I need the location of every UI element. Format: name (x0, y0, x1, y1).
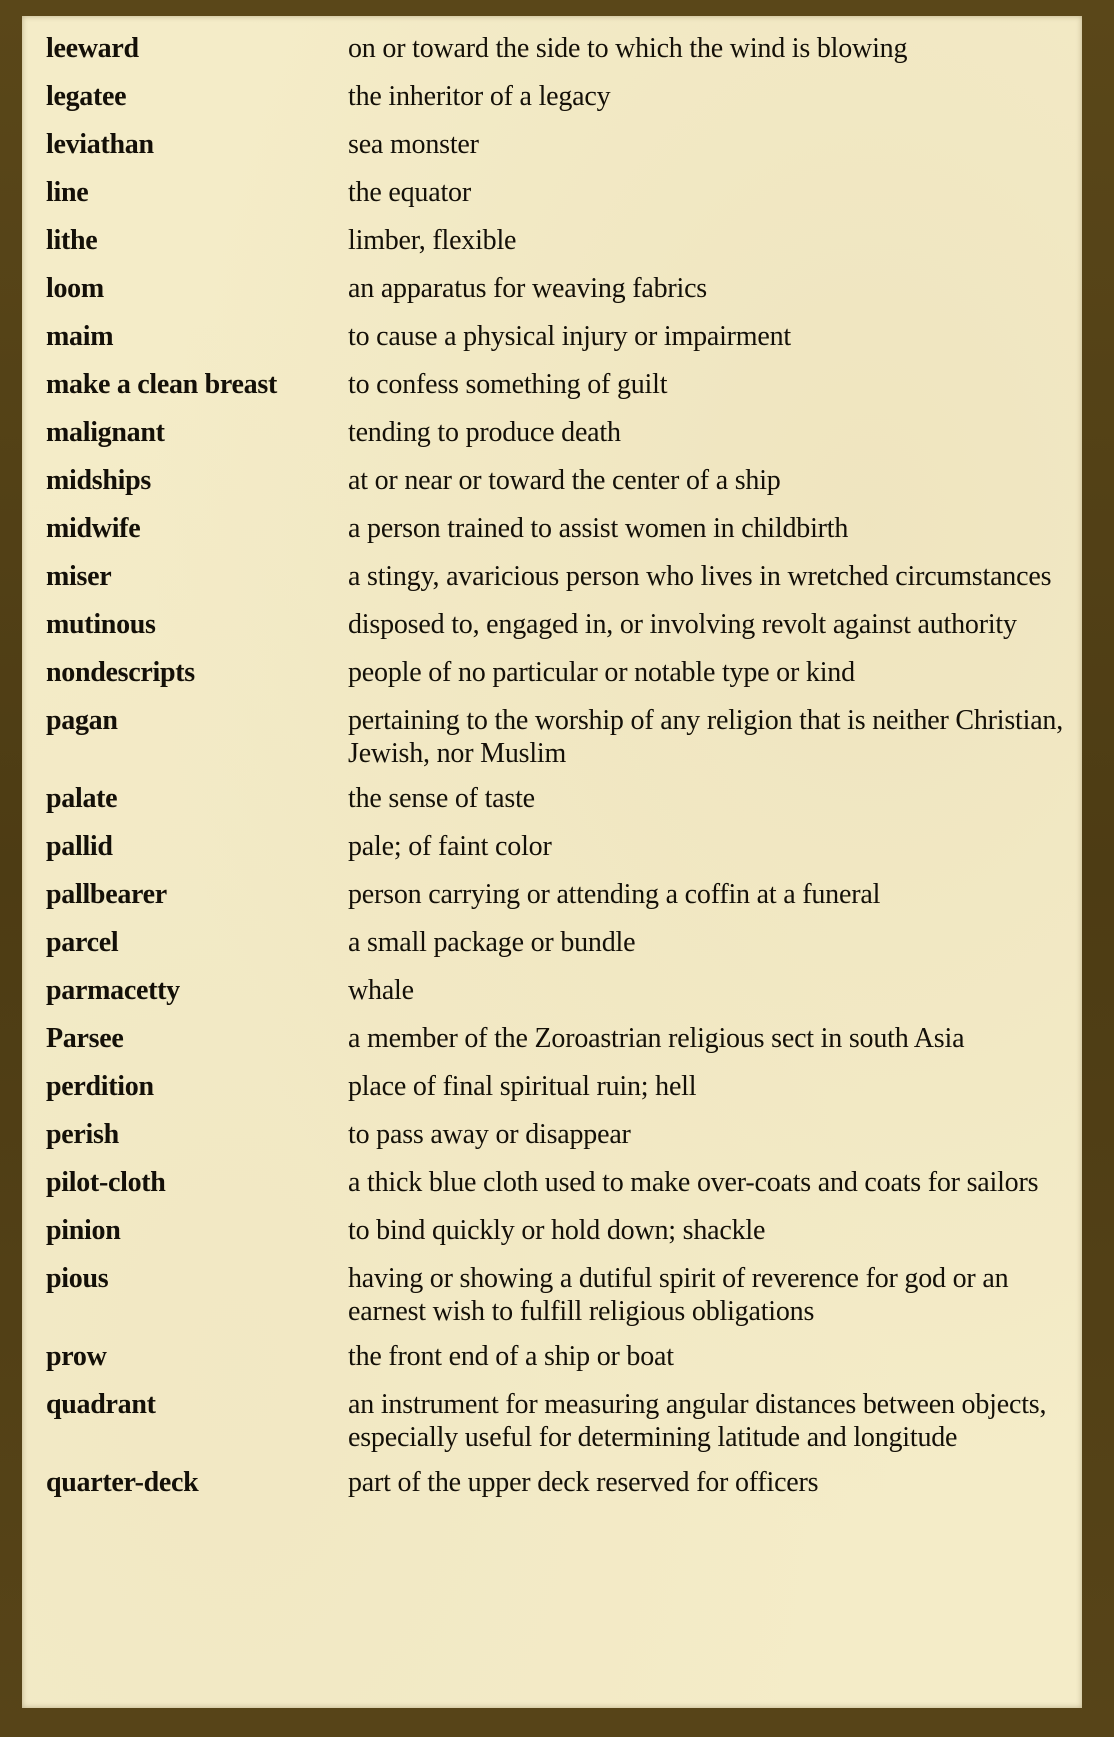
glossary-definition: to bind quickly or hold down; shackle (348, 1215, 766, 1246)
glossary-entry (46, 828, 1076, 866)
glossary-entry (46, 126, 1076, 164)
glossary-definition: part of the upper deck reserved for officers (348, 1467, 819, 1498)
glossary-definition: people of no particular or notable type or kind (348, 657, 855, 688)
glossary-term: pallbearer (46, 879, 167, 910)
glossary-term: lithe (46, 225, 98, 256)
glossary-term: make a clean breast (46, 369, 277, 400)
glossary-definition: disposed to, engaged in, or involving revolt against authority (348, 609, 1017, 640)
glossary-definition: a stingy, avaricious person who lives in wretched circumstances (348, 561, 1052, 592)
glossary-entry (46, 558, 1076, 596)
glossary-term: pallid (46, 831, 113, 862)
glossary-definition: at or near or toward the center of a ship (348, 465, 781, 496)
glossary-definition: an instrument for measuring angular distances between objects, especially useful for determining latitude and longitude (348, 1389, 1047, 1453)
glossary-definition: sea monster (348, 129, 479, 160)
glossary-list (46, 30, 1076, 1512)
glossary-entry (46, 924, 1076, 962)
glossary-term: miser (46, 561, 112, 592)
glossary-entry (46, 1386, 1076, 1454)
glossary-definition: whale (348, 975, 414, 1006)
glossary-entry (46, 318, 1076, 356)
glossary-entry (46, 1116, 1076, 1154)
glossary-definition: tending to produce death (348, 417, 621, 448)
glossary-term: prow (46, 1341, 107, 1372)
glossary-term: midwife (46, 513, 141, 544)
glossary-term: mutinous (46, 609, 156, 640)
glossary-entry (46, 702, 1076, 770)
glossary-definition: to confess something of guilt (348, 369, 668, 400)
glossary-definition: pertaining to the worship of any religion that is neither Christian, Jewish, nor Muslim (348, 705, 1064, 769)
glossary-term: perdition (46, 1071, 154, 1102)
glossary-entry (46, 270, 1076, 308)
glossary-definition: to cause a physical injury or impairment (348, 321, 791, 352)
glossary-definition: to pass away or disappear (348, 1119, 631, 1150)
glossary-term: quarter-deck (46, 1467, 199, 1498)
glossary-entry (46, 414, 1076, 452)
glossary-entry (46, 876, 1076, 914)
glossary-entry (46, 654, 1076, 692)
glossary-term: maim (46, 321, 114, 352)
glossary-entry (46, 366, 1076, 404)
glossary-term: line (46, 177, 89, 208)
glossary-term: midships (46, 465, 151, 496)
glossary-entry (46, 222, 1076, 260)
glossary-entry (46, 462, 1076, 500)
glossary-definition: person carrying or attending a coffin at a funeral (348, 879, 881, 910)
glossary-entry (46, 174, 1076, 212)
glossary-entry (46, 78, 1076, 116)
glossary-term: pagan (46, 705, 118, 736)
glossary-entry (46, 30, 1076, 68)
glossary-definition: a person trained to assist women in childbirth (348, 513, 849, 544)
glossary-definition: pale; of faint color (348, 831, 552, 862)
glossary-entry (46, 1020, 1076, 1058)
glossary-term: pinion (46, 1215, 121, 1246)
glossary-definition: a small package or bundle (348, 927, 636, 958)
glossary-term: parmacetty (46, 975, 180, 1006)
glossary-definition: place of final spiritual ruin; hell (348, 1071, 697, 1102)
glossary-entry (46, 1164, 1076, 1202)
glossary-term: legatee (46, 81, 127, 112)
glossary-term: perish (46, 1119, 119, 1150)
glossary-term: palate (46, 783, 118, 814)
glossary-definition: a member of the Zoroastrian religious sect in south Asia (348, 1023, 965, 1054)
glossary-definition: the inheritor of a legacy (348, 81, 611, 112)
glossary-term: quadrant (46, 1389, 156, 1420)
glossary-term: pious (46, 1263, 109, 1294)
glossary-term: nondescripts (46, 657, 195, 688)
glossary-definition: an apparatus for weaving fabrics (348, 273, 707, 304)
glossary-page (22, 16, 1082, 1708)
glossary-definition: the front end of a ship or boat (348, 1341, 674, 1372)
glossary-entry (46, 1338, 1076, 1376)
glossary-term: leeward (46, 33, 139, 64)
glossary-term: Parsee (46, 1023, 124, 1054)
glossary-term: leviathan (46, 129, 154, 160)
glossary-definition: the equator (348, 177, 471, 208)
glossary-entry (46, 510, 1076, 548)
glossary-definition: the sense of taste (348, 783, 535, 814)
glossary-term: loom (46, 273, 104, 304)
glossary-entry (46, 1464, 1076, 1502)
glossary-entry (46, 1212, 1076, 1250)
glossary-term: malignant (46, 417, 165, 448)
glossary-entry (46, 606, 1076, 644)
glossary-entry (46, 1068, 1076, 1106)
glossary-term: pilot-cloth (46, 1167, 166, 1198)
glossary-term: parcel (46, 927, 119, 958)
glossary-definition: having or showing a dutiful spirit of reverence for god or an earnest wish to fulfill religious obligations (348, 1263, 1009, 1327)
glossary-definition: a thick blue cloth used to make over-coats and coats for sailors (348, 1167, 1039, 1198)
glossary-definition: on or toward the side to which the wind is blowing (348, 33, 908, 64)
glossary-entry (46, 780, 1076, 818)
glossary-definition: limber, flexible (348, 225, 517, 256)
glossary-entry (46, 972, 1076, 1010)
glossary-entry (46, 1260, 1076, 1328)
